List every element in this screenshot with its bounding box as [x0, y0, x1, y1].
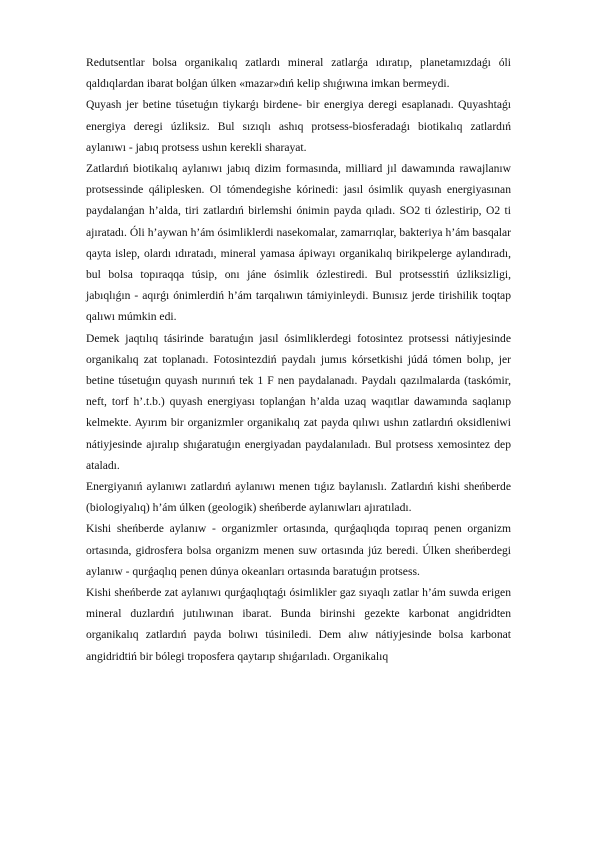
document-body: [86, 52, 511, 667]
paragraph-4: Demek jaqtılıq tásirinde baratuǵın jasıl ósimliklerdegi fotosintez protsessi nátiyjesinde organikalıq zat toplanadı. Fotosintezdiń paydalı jumıs kórsetkishi júdá tómen bolıp, jer betine túsetuǵın quyash nurınıń tek 1 F nen paydalanadı. Paydalı qazılmalarda (taskómir, neft, torf h’.t.b.) quyash energiyası toplanǵan h’alda uzaq waqıtlar dawamında saqlanıp kelmekte. Ayırım bir organizmler organikalıq zat payda qılıwı ushın zatlardıń oksidleniwi nátiyjesinde ajıralıp shıǵaratuǵın energiyadan paydalanıladı. Bul protsess xemosintez dep ataladı.: [86, 331, 511, 472]
paragraph-7: Kishi sheńberde zat aylanıwı qurǵaqlıqtaǵı ósimlikler gaz sıyaqlı zatlar h’ám suwda erigen mineral duzlardıń jutılıwınan ibarat. Bunda birinshi gezekte karbonat angidridten organikalıq zatlardıń payda bolıwı túsiniledi. Dem alıw nátiyjesinde bolsa karbonat angidridtiń bir bólegi troposfera qaytarıp shıǵarıladı. Organikalıq: [86, 586, 511, 663]
paragraph-5: Energiyanıń aylanıwı zatlardıń aylanıwı menen tıǵız baylanıslı. Zatlardıń kishi sheńberde (biologiyalıq) h’ám úlken (geologik) sheńberde aylanıwları ajıratıladı.: [86, 480, 511, 515]
paragraph-2: Quyash jer betine túsetuǵın tiykarǵı birdene- bir energiya deregi esaplanadı. Quyashtaǵı energiya deregi úzliksiz. Bul sızıqlı ashıq protsess-biosferadaǵı biotikalıq zatlardıń aylanıwı - jabıq protsess ushın kerekli sharayat.: [86, 98, 511, 154]
paragraph-6: Kishi sheńberde aylanıw - organizmler ortasında, qurǵaqlıqda topıraq penen organizm ortasında, gidrosfera bolsa organizm menen suw ortasında júz beredi. Úlken sheńberdegi aylanıw - qurǵaqlıq penen dúnya okeanları ortasında baratuǵın protsess.: [86, 522, 511, 578]
paragraph-3: Zatlardıń biotikalıq aylanıwı jabıq dizim formasında, milliard jıl dawamında rawajlanıw protsessinde qáliplesken. Ol tómendegishe kórinedi: jasıl ósimlik quyash energiyasınan paydalanǵan h’alda, tiri zatlardıń birlemshi ónimin payda qıladı. SO2 ti ózlestirip, O2 ti ajıratadı. Óli h’aywan h’ám ósimliklerdi nasekomalar, zamarrıqlar, bakteriya h’ám basqalar qayta islep, olardı ıdıratadı, mineral yamasa ápiwayı organikalıq birikpelerge aylandıradı, bul bolsa topıraqqa túsip, onı jáne ósimlik ózlestiredi. Bul protsesstiń úzliksizligi, jabıqlıǵın - aqırǵı ónimlerdiń h’ám tarqalıwın támiyinleydi. Bunısız jerde tirishilik toqtap qalıwı múmkin edi.: [86, 162, 511, 324]
paragraph-1: Redutsentlar bolsa organikalıq zatlardı mineral zatlarǵa ıdıratıp, planetamızdaǵı óli qaldıqlardan ibarat bolǵan úlken «mazar»dıń kelip shıǵıwına imkan bermeydi.: [86, 56, 511, 91]
